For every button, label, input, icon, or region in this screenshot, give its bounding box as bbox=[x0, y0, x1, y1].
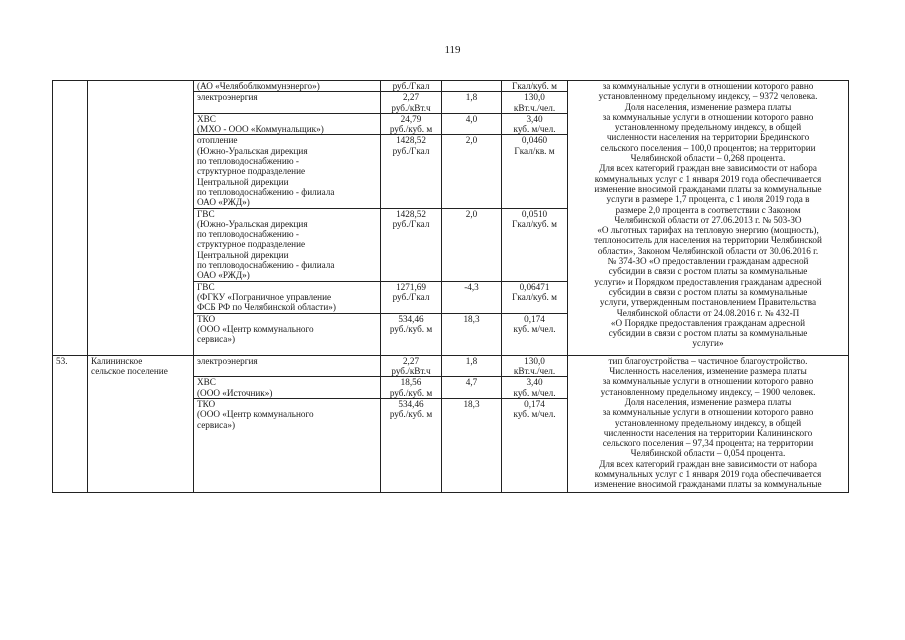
text-line: 2,27 bbox=[402, 92, 420, 103]
service-name-cell bbox=[194, 81, 381, 92]
percent-cell bbox=[442, 135, 502, 208]
percent-cell bbox=[442, 208, 502, 281]
text-line: структурное подразделение bbox=[197, 166, 306, 177]
text-line: 18,56 bbox=[400, 377, 422, 388]
text-line: численности населения на территории Брединского bbox=[606, 132, 810, 143]
text-line: установленному предельному индексу, в общей bbox=[614, 417, 802, 428]
text-line: куб. м/чел. bbox=[513, 124, 556, 135]
volume-cell bbox=[502, 135, 568, 208]
text-line: Центральной дирекции bbox=[197, 249, 289, 260]
text-line: по тепловодоснабжению - bbox=[197, 156, 299, 167]
text-line: по тепловодоснабжению - филиала bbox=[197, 260, 335, 271]
text-line: (Южно-Уральская дирекция bbox=[197, 145, 308, 156]
text-line: (ООО «Источник») bbox=[197, 387, 273, 398]
text-line: электроэнергия bbox=[197, 355, 258, 366]
tariff-cell bbox=[381, 135, 442, 208]
service-name-cell bbox=[194, 135, 381, 208]
tariff-table bbox=[52, 80, 849, 493]
page-number: 119 bbox=[444, 44, 461, 56]
text-line: 0,174 bbox=[524, 313, 545, 324]
text-line: 130,0 bbox=[524, 92, 545, 103]
text-line: 24,79 bbox=[400, 113, 422, 124]
tariff-cell bbox=[381, 377, 442, 399]
volume-cell bbox=[502, 398, 568, 492]
percent-value: 1,8 bbox=[465, 92, 478, 103]
text-line: «О Порядке предоставления гражданам адресной bbox=[610, 317, 806, 328]
percent-value: 4,7 bbox=[465, 377, 478, 388]
text-line: сельского поселения – 97,34 процента; на территории bbox=[602, 438, 814, 449]
service-name-cell bbox=[194, 208, 381, 281]
text-line: изменение вносимой гражданами платы за коммунальные bbox=[594, 479, 822, 490]
percent-cell bbox=[442, 281, 502, 313]
text-line: сервиса») bbox=[197, 334, 236, 345]
percent-value: 18,3 bbox=[463, 398, 480, 409]
text-line: сельского поселения – 100,0 процентов; на территории bbox=[600, 142, 816, 153]
text-line: Челябинской области – 0,054 процента. bbox=[630, 448, 786, 459]
table-body bbox=[53, 81, 849, 493]
text-line: руб./Гкал bbox=[392, 81, 430, 91]
text-line: ФСБ РФ по Челябинской области») bbox=[197, 302, 336, 313]
text-line: установленному предельному индексу, – 9372 человека. bbox=[598, 91, 818, 102]
text-line: услуги, утвержденным постановлением Правительства bbox=[599, 297, 817, 308]
text-line: теплоноситель для населения на территории Челябинской bbox=[594, 235, 822, 246]
text-line: Для всех категорий граждан вне зависимости от набора bbox=[599, 458, 817, 469]
settlement-name-cell bbox=[88, 355, 194, 492]
percent-cell bbox=[442, 81, 502, 92]
text-line: руб./Гкал bbox=[392, 145, 430, 156]
text-line: 1428,52 bbox=[396, 208, 426, 219]
text-line: ОАО «РЖД») bbox=[197, 197, 250, 208]
percent-value: 4,0 bbox=[465, 113, 478, 124]
volume-cell bbox=[502, 81, 568, 92]
text-line: Для всех категорий граждан вне зависимости от набора bbox=[599, 163, 817, 174]
text-line: Центральной дирекции bbox=[197, 176, 289, 187]
text-line: кВт.ч./чел. bbox=[513, 366, 556, 377]
text-line: ОАО «РЖД») bbox=[197, 270, 250, 281]
tariff-cell bbox=[381, 281, 442, 313]
text-line: (ООО «Центр коммунального bbox=[197, 323, 314, 334]
percent-cell bbox=[442, 113, 502, 135]
text-line: размере 2,0 процента в соответствии с Законом bbox=[615, 204, 801, 215]
text-line: коммунальных услуг с 1 января 2019 года обеспечивается bbox=[594, 468, 822, 479]
text-line: 2,27 bbox=[402, 355, 420, 366]
text-line: (ООО «Центр коммунального bbox=[197, 409, 314, 420]
row-number: 53. bbox=[56, 355, 68, 366]
description-cell bbox=[568, 355, 849, 492]
text-line: ХВС bbox=[197, 113, 216, 124]
text-line: Гкал/куб. м bbox=[512, 218, 557, 229]
text-line: ГВС bbox=[197, 281, 215, 292]
text-line: субсидии в связи с ростом платы за коммунальные bbox=[608, 328, 808, 339]
volume-cell bbox=[502, 208, 568, 281]
text-line: коммунальных услуг с 1 января 2019 года обеспечивается bbox=[594, 173, 822, 184]
text-line: Гкал/куб. м bbox=[512, 81, 557, 91]
text-line: 1428,52 bbox=[396, 135, 426, 146]
volume-cell bbox=[502, 355, 568, 377]
tariff-cell bbox=[381, 398, 442, 492]
text-line: (Южно-Уральская дирекция bbox=[197, 218, 308, 229]
text-line: руб./Гкал bbox=[392, 218, 430, 229]
text-line: Челябинской области – 0,268 процента. bbox=[630, 153, 786, 164]
text-line: Численность населения, изменение размера платы bbox=[609, 366, 807, 377]
percent-cell bbox=[442, 355, 502, 377]
service-name-cell bbox=[194, 377, 381, 399]
text-line: (АО «Челябоблкоммунэнерго») bbox=[197, 81, 320, 91]
text-line: за коммунальные услуги в отношении которого равно bbox=[602, 111, 814, 122]
volume-cell bbox=[502, 113, 568, 135]
tariff-cell bbox=[381, 92, 442, 114]
text-line: руб./куб. м bbox=[389, 124, 433, 135]
text-line: 0,174 bbox=[524, 398, 545, 409]
text-line: установленному предельному индексу, – 1900 человек. bbox=[600, 386, 816, 397]
table-row bbox=[53, 355, 849, 377]
percent-value: 1,8 bbox=[465, 355, 478, 366]
text-line: ТКО bbox=[197, 398, 216, 409]
percent-value: 2,0 bbox=[465, 208, 478, 219]
service-name-cell bbox=[194, 355, 381, 377]
text-line: отопление bbox=[197, 135, 238, 146]
text-line: субсидии в связи с ростом платы за коммунальные bbox=[608, 266, 808, 277]
text-line: руб./кВт.ч bbox=[391, 102, 431, 113]
text-line: руб./кВт.ч bbox=[391, 366, 431, 377]
text-line: руб./Гкал bbox=[392, 291, 430, 302]
text-line: Доля населения, изменение размера платы bbox=[624, 396, 792, 407]
text-line: численности населения на территории Калининского bbox=[603, 427, 813, 438]
text-line: кВт.ч./чел. bbox=[513, 102, 556, 113]
text-line: услуги в размере 1,7 процента, с 1 июля 2019 года в bbox=[606, 194, 810, 205]
volume-cell bbox=[502, 313, 568, 355]
text-line: установленному предельному индексу, в общей bbox=[614, 122, 802, 133]
text-line: субсидии в связи с ростом платы за коммунальные bbox=[608, 286, 808, 297]
text-line: 0,0510 bbox=[521, 208, 548, 219]
text-line: № 374-ЗО «О предоставлении гражданам адресной bbox=[607, 256, 809, 267]
text-line: куб. м/чел. bbox=[513, 323, 556, 334]
tariff-cell bbox=[381, 81, 442, 92]
text-line: Челябинской области от 24.08.2016 г. № 432-П bbox=[616, 307, 800, 318]
text-line: Доля населения, изменение размера платы bbox=[624, 101, 792, 112]
row-number-cell bbox=[53, 355, 88, 492]
text-line: Гкал/кв. м bbox=[514, 145, 555, 156]
text-line: структурное подразделение bbox=[197, 239, 306, 250]
volume-cell bbox=[502, 92, 568, 114]
text-line: сельское поселение bbox=[91, 366, 168, 377]
percent-value: 2,0 bbox=[465, 135, 478, 146]
table-row bbox=[53, 81, 849, 92]
text-line: по тепловодоснабжению - филиала bbox=[197, 186, 335, 197]
text-line: руб./куб. м bbox=[389, 409, 433, 420]
volume-cell bbox=[502, 281, 568, 313]
text-line: руб./куб. м bbox=[389, 323, 433, 334]
tariff-cell bbox=[381, 313, 442, 355]
service-name-cell bbox=[194, 313, 381, 355]
text-line: ТКО bbox=[197, 313, 216, 324]
tariff-cell bbox=[381, 113, 442, 135]
text-line: 1271,69 bbox=[396, 281, 426, 292]
text-line: за коммунальные услуги в отношении которого равно bbox=[602, 376, 814, 387]
text-line: 0,06471 bbox=[519, 281, 550, 292]
text-line: 130,0 bbox=[524, 355, 545, 366]
text-line: (МХО - ООО «Коммунальщик») bbox=[197, 124, 324, 135]
service-name-cell bbox=[194, 281, 381, 313]
percent-cell bbox=[442, 92, 502, 114]
service-name-cell bbox=[194, 398, 381, 492]
volume-cell bbox=[502, 377, 568, 399]
text-line: за коммунальные услуги в отношении которого равно bbox=[602, 81, 814, 91]
service-name-cell bbox=[194, 113, 381, 135]
text-line: Калининское bbox=[91, 355, 143, 366]
settlement-name-cell bbox=[88, 81, 194, 356]
text-line: области», Законом Челябинской области от 30.06.2016 г. bbox=[597, 245, 819, 256]
text-line: Челябинской области от 27.06.2013 г. № 503-ЗО bbox=[614, 214, 802, 225]
text-line: электроэнергия bbox=[197, 92, 258, 103]
tariff-cell bbox=[381, 208, 442, 281]
text-line: за коммунальные услуги в отношении которого равно bbox=[602, 407, 814, 418]
text-line: изменение вносимой гражданами платы за коммунальные bbox=[594, 183, 822, 194]
text-line: «О льготных тарифах на тепловую энергию (мощность), bbox=[597, 225, 819, 236]
service-name-cell bbox=[194, 92, 381, 114]
text-line: (ФГКУ «Пограничное управление bbox=[197, 291, 332, 302]
text-line: 3,40 bbox=[526, 377, 543, 388]
text-line: тип благоустройства – частичное благоустройство. bbox=[608, 355, 808, 366]
percent-value: -4,3 bbox=[464, 281, 479, 292]
text-line: услуги» bbox=[692, 338, 724, 349]
percent-cell bbox=[442, 398, 502, 492]
text-line: услуги» и Порядком предоставления гражданам адресной bbox=[594, 276, 822, 287]
percent-value: 18,3 bbox=[463, 313, 480, 324]
percent-cell bbox=[442, 377, 502, 399]
text-line: 534,46 bbox=[398, 313, 424, 324]
text-line: 0,0460 bbox=[521, 135, 548, 146]
text-line: ГВС bbox=[197, 208, 215, 219]
text-line: Гкал/куб. м bbox=[512, 291, 557, 302]
row-number-cell bbox=[53, 81, 88, 356]
text-line: сервиса») bbox=[197, 419, 236, 430]
text-line: куб. м/чел. bbox=[513, 409, 556, 420]
text-line: по тепловодоснабжению - bbox=[197, 229, 299, 240]
text-line: куб. м/чел. bbox=[513, 387, 556, 398]
tariff-cell bbox=[381, 355, 442, 377]
percent-cell bbox=[442, 313, 502, 355]
description-cell bbox=[568, 81, 849, 356]
text-line: руб./куб. м bbox=[389, 387, 433, 398]
text-line: 3,40 bbox=[526, 113, 543, 124]
text-line: 534,46 bbox=[398, 398, 424, 409]
text-line: ХВС bbox=[197, 377, 216, 388]
